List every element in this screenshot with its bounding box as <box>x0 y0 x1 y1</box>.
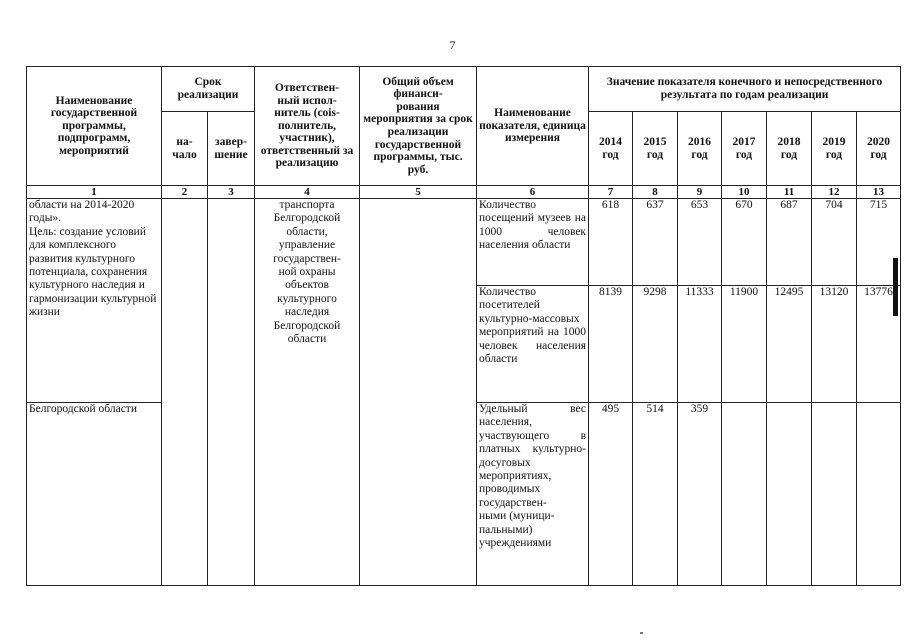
column-number-row <box>27 186 901 199</box>
header-year: 2015 год <box>633 112 678 186</box>
column-number: 4 <box>255 186 360 199</box>
indicator-name: Количество посещений музеев на 1000 человек населения области <box>477 199 589 286</box>
program-table <box>26 66 901 586</box>
column-number: 7 <box>589 186 633 199</box>
header-financing: Общий объем финанси- рования мероприятия за срок реализации государственной программы, тыс. руб. <box>360 67 477 186</box>
period-end-cell <box>208 199 255 586</box>
indicator-value <box>767 403 812 586</box>
indicator-value: 495 <box>589 403 633 586</box>
indicator-name: Количество посетителей культурно-массовых мероприятий на 1000 человек населения области <box>477 286 589 403</box>
column-number: 5 <box>360 186 477 199</box>
column-number: 1 <box>27 186 162 199</box>
indicator-value: 9298 <box>633 286 678 403</box>
indicator-value <box>812 403 857 586</box>
program-description: области на 2014-2020 годы». Цель: создание условий для комплексного развития культурного потенциала, сохранения культурного наследия и гармонизации культурной жизни <box>27 199 162 403</box>
indicator-value: 653 <box>678 199 722 286</box>
column-number: 11 <box>767 186 812 199</box>
indicator-value: 8139 <box>589 286 633 403</box>
indicator-value: 670 <box>722 199 767 286</box>
header-responsible: Ответствен- ный испол- нитель (сois- полнитель, участник), ответственный за реализацию <box>255 67 360 186</box>
header-year: 2020 год <box>857 112 901 186</box>
header-period-start: на- чало <box>162 112 208 186</box>
column-number: 6 <box>477 186 589 199</box>
header-program-name: Наименование государственной программы, подпрограмм, мероприятий <box>27 67 162 186</box>
header-period-end: завер- шение <box>208 112 255 186</box>
header-year: 2016 год <box>678 112 722 186</box>
header-indicator-values: Значение показателя конечного и непосредственного результата по годам реализации <box>589 67 901 112</box>
indicator-value <box>722 403 767 586</box>
indicator-value: 11333 <box>678 286 722 403</box>
page-number: 7 <box>449 38 456 52</box>
scan-speck <box>640 632 643 634</box>
financing-cell <box>360 199 477 586</box>
scan-margin-mark <box>893 258 898 316</box>
header-year: 2017 год <box>722 112 767 186</box>
column-number: 13 <box>857 186 901 199</box>
header-year: 2014 год <box>589 112 633 186</box>
table-row <box>27 199 901 286</box>
column-number: 8 <box>633 186 678 199</box>
column-number: 3 <box>208 186 255 199</box>
indicator-value <box>857 403 901 586</box>
column-number: 12 <box>812 186 857 199</box>
responsible-cell: транспорта Белгородской области, управление государствен- ной охраны объектов культурного наследия Белгородской области <box>255 199 360 586</box>
header-period: Срок реализации <box>162 67 255 112</box>
indicator-value: 11900 <box>722 286 767 403</box>
header-indicator: Наименование показателя, единица измерения <box>477 67 589 186</box>
indicator-value: 715 <box>857 199 901 286</box>
indicator-value: 687 <box>767 199 812 286</box>
column-number: 10 <box>722 186 767 199</box>
indicator-name: Удельный вес населения, участвующего в платных культурно-досуговых мероприятиях, проводимых государствен- ными (муници- пальными) учреждениями <box>477 403 589 586</box>
indicator-value: 514 <box>633 403 678 586</box>
indicator-value: 637 <box>633 199 678 286</box>
indicator-value: 12495 <box>767 286 812 403</box>
indicator-value: 618 <box>589 199 633 286</box>
header-year: 2018 год <box>767 112 812 186</box>
indicator-value: 704 <box>812 199 857 286</box>
period-start-cell <box>162 199 208 586</box>
column-number: 2 <box>162 186 208 199</box>
header-year: 2019 год <box>812 112 857 186</box>
indicator-value: 13776 <box>857 286 901 403</box>
indicator-value: 13120 <box>812 286 857 403</box>
header-row-top <box>27 67 901 112</box>
column-number: 9 <box>678 186 722 199</box>
indicator-value: 359 <box>678 403 722 586</box>
program-region: Белгородской области <box>27 403 162 586</box>
